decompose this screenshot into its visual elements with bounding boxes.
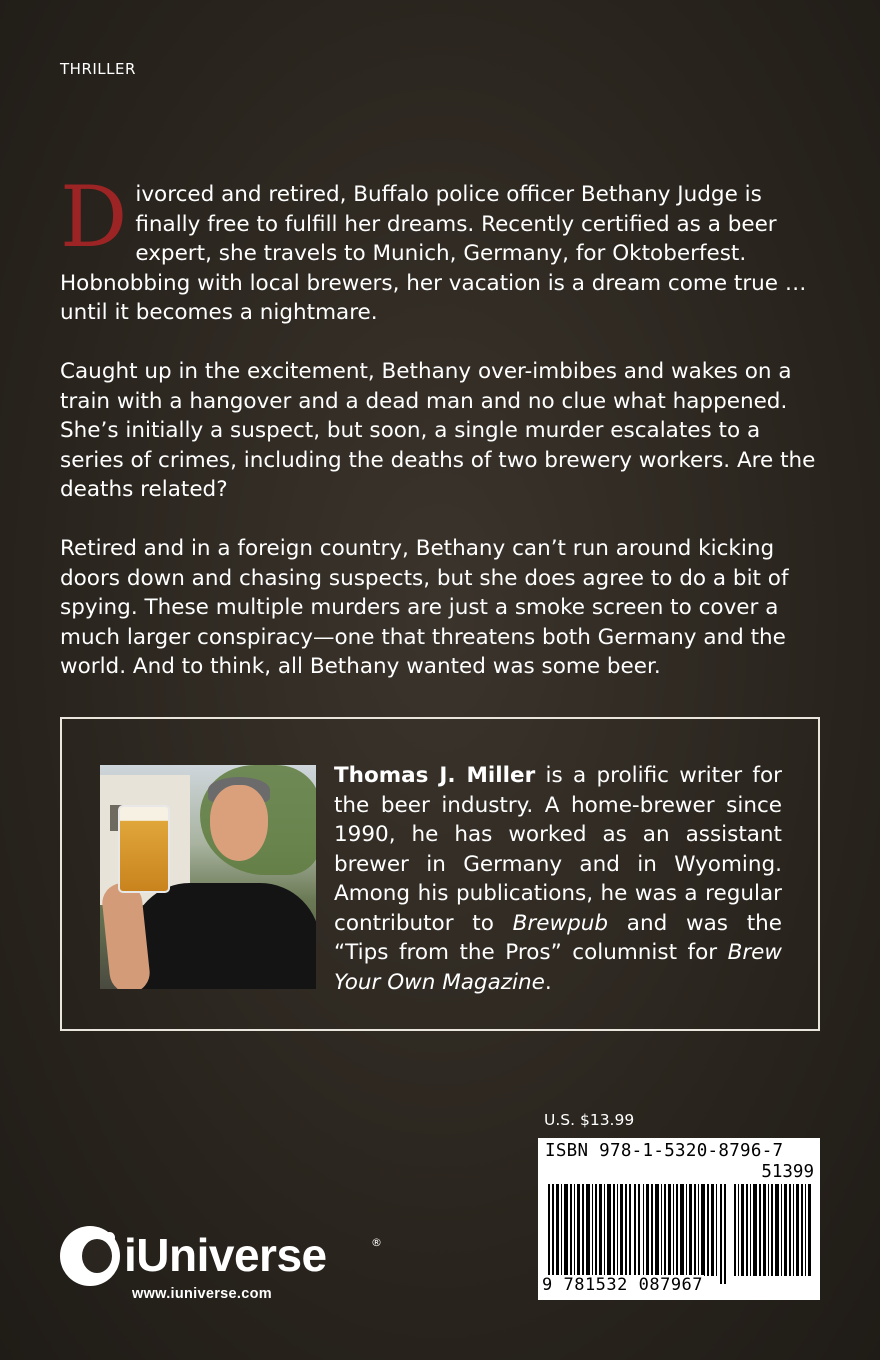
publication-brewpub: Brewpub [512,910,608,936]
author-photo [100,765,316,989]
bio-text-part-1: is a prolific writer for the beer industry. A home-brewer since 1990, he has worked as an assistant brewer in Germany and in Wyoming. Among his publications, he was a regular contributor to [334,763,782,936]
blurb-paragraph-2: Caught up in the excitement, Bethany over-imbibes and wakes on a train with a hangover and a dead man and no clue what happened. She’s initially a suspect, but soon, a single murder escalates to a series of crimes, including the deaths of two brewery workers. Are the deaths related? [60,359,816,502]
author-name: Thomas J. Miller [334,763,536,788]
publisher-name: iUniverse [124,1229,327,1281]
bio-text-part-3: . [544,969,552,995]
publisher-logo [60,1224,390,1304]
publisher-url: www.iuniverse.com [132,1286,272,1302]
price-code: 51399 [761,1162,814,1182]
author-bio-box [60,717,820,1031]
price-barcode-bars [734,1184,812,1276]
blurb-paragraph-3: Retired and in a foreign country, Bethany can’t run around kicking doors down and chasing suspects, but she does agree to do a bit of spying. These multiple murders are just a smoke screen to cover a much larger conspiracy—one that threatens both Germany and the world. And to think, all Bethany wanted was some beer. [60,536,789,679]
barcode-digits: 9 781532 087967 [542,1275,704,1295]
genre-label: THRILLER [60,60,136,78]
barcode [538,1138,820,1300]
blurb-paragraph-1-text: ivorced and retired, Buffalo police officer Bethany Judge is finally free to fulfill her dreams. Recently certified as a beer expert, she travels to Munich, Germany, for Oktoberfest. Hobnobbing with local brewers, her vacation is a dream come true … until it becomes a nightmare. [60,182,807,325]
book-blurb [60,168,820,711]
isbn-text: ISBN 978-1-5320-8796-7 [545,1141,784,1161]
bio-text-part-2: and was the “Tips from the Pros” columnist for [334,910,782,965]
iuniverse-logo-icon [60,1226,120,1286]
drop-cap: D [60,168,128,266]
author-bio-text [334,761,782,997]
price-label: U.S. $13.99 [544,1111,635,1129]
ean-barcode-bars [548,1184,726,1284]
blurb-paragraph-1 [60,168,820,328]
registered-mark: ® [371,1236,382,1249]
publication-byo: Brew Your Own Magazine [334,940,782,995]
